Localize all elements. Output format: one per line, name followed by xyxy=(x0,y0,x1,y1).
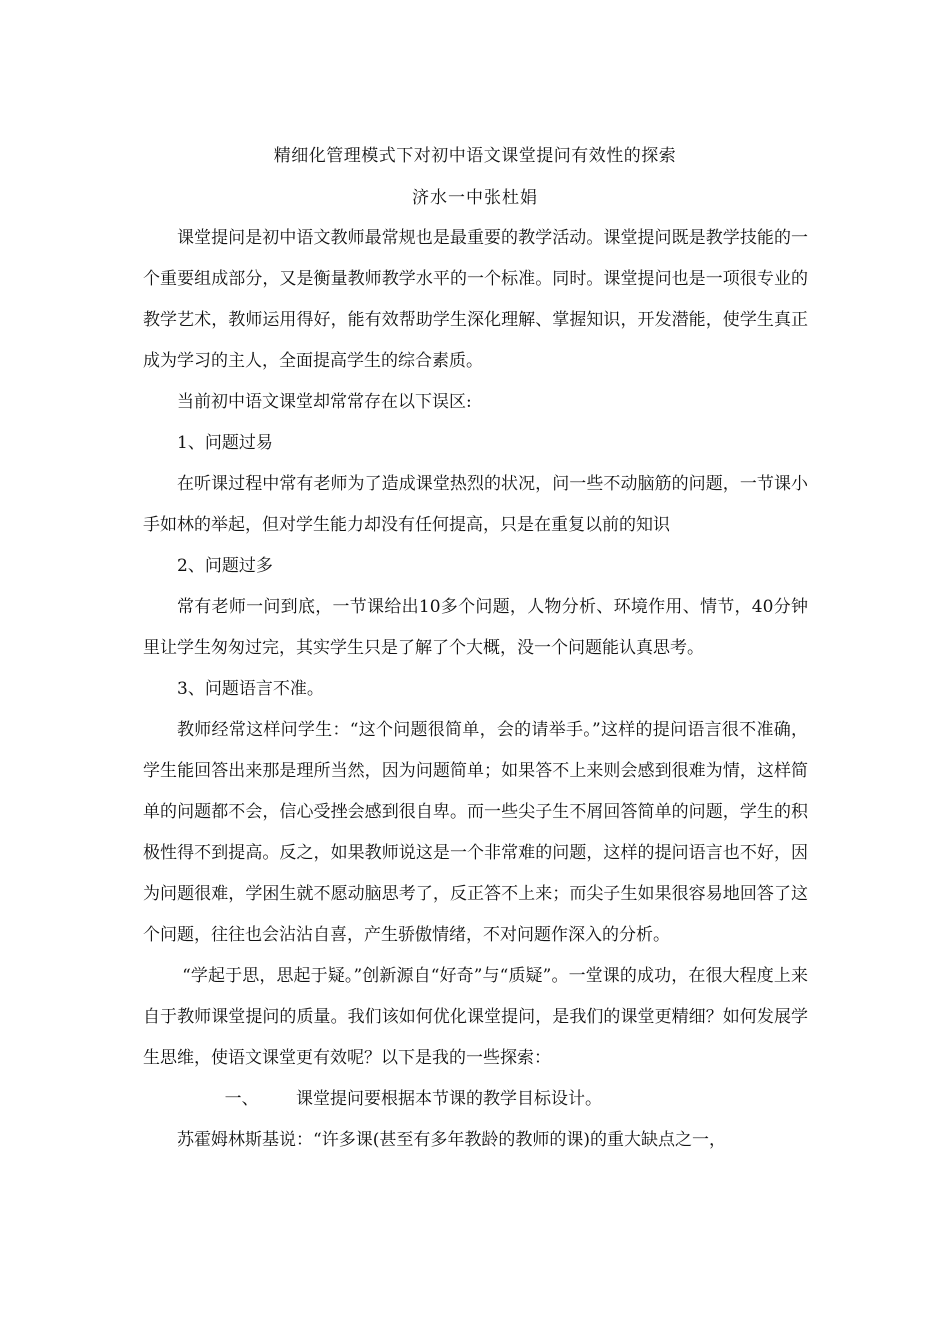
paragraph-too-easy: 在听课过程中常有老师为了造成课堂热烈的状况，问一些不动脑筋的问题，一节课小手如林的举起，但对学生能力却没有任何提高，只是在重复以前的知识 xyxy=(143,474,808,535)
document-body xyxy=(143,218,808,1161)
paragraph-misconceptions: 当前初中语文课堂却常常存在以下误区: xyxy=(177,392,472,412)
paragraph-too-many: 常有老师一问到底，一节课给出10多个问题，人物分析、环境作用、情节，40分钟里让学生匆匆过完，其实学生只是了解了个大概，没一个问题能认真思考。 xyxy=(143,597,808,658)
paragraph-sukhomlinsky: 苏霍姆林斯基说：“许多课(甚至有多年教龄的教师的课)的重大缺点之一， xyxy=(177,1130,726,1150)
document-author: 济水一中张杜娟 xyxy=(412,188,538,208)
list-item-imprecise-language: 3、问题语言不准。 xyxy=(177,679,324,699)
section-heading-text: 课堂提问要根据本节课的教学目标设计。 xyxy=(295,1089,602,1109)
paragraph-imprecise-language: 教师经常这样问学生：“这个问题很简单，会的请举手。”这样的提问语言很不准确，学生能回答出来那是理所当然，因为问题简单；如果答不上来则会感到很难为情，这样简单的问题都不会，信心受挫会感到很自卑。而一些尖子生不屑回答简单的问题，学生的积极性得不到提高。反之，如果教师说这是一个非常难的问题，这样的提问语言也不好，因为问题很难，学困生就不愿动脑思考了，反正答不上来；而尖子生如果很容易地回答了这个问题，往往也会沾沾自喜，产生骄傲情绪，不对问题作深入的分析。 xyxy=(143,720,808,945)
section-heading-number: 一、 xyxy=(224,1089,259,1109)
paragraph-intro: 课堂提问是初中语文教师最常规也是最重要的教学活动。课堂提问既是教学技能的一个重要组成部分，又是衡量教师教学水平的一个标准。同时。课堂提问也是一项很专业的教学艺术，教师运用得好，能有效帮助学生深化理解、掌握知识，开发潜能，使学生真正成为学习的主人，全面提高学生的综合素质。 xyxy=(143,228,808,371)
section-heading-1 xyxy=(143,1079,808,1120)
paragraph-thinking-quote: “学起于思，思起于疑。”创新源自“好奇”与“质疑”。一堂课的成功，在很大程度上来自于教师课堂提问的质量。我们该如何优化课堂提问，是我们的课堂更精细？如何发展学生思维，使语文课堂更有效呢？以下是我的一些探索： xyxy=(143,966,808,1068)
document-title: 精细化管理模式下对初中语文课堂提问有效性的探索 xyxy=(273,146,677,166)
list-item-too-many: 2、问题过多 xyxy=(177,556,273,576)
list-item-too-easy: 1、问题过易 xyxy=(177,433,273,453)
